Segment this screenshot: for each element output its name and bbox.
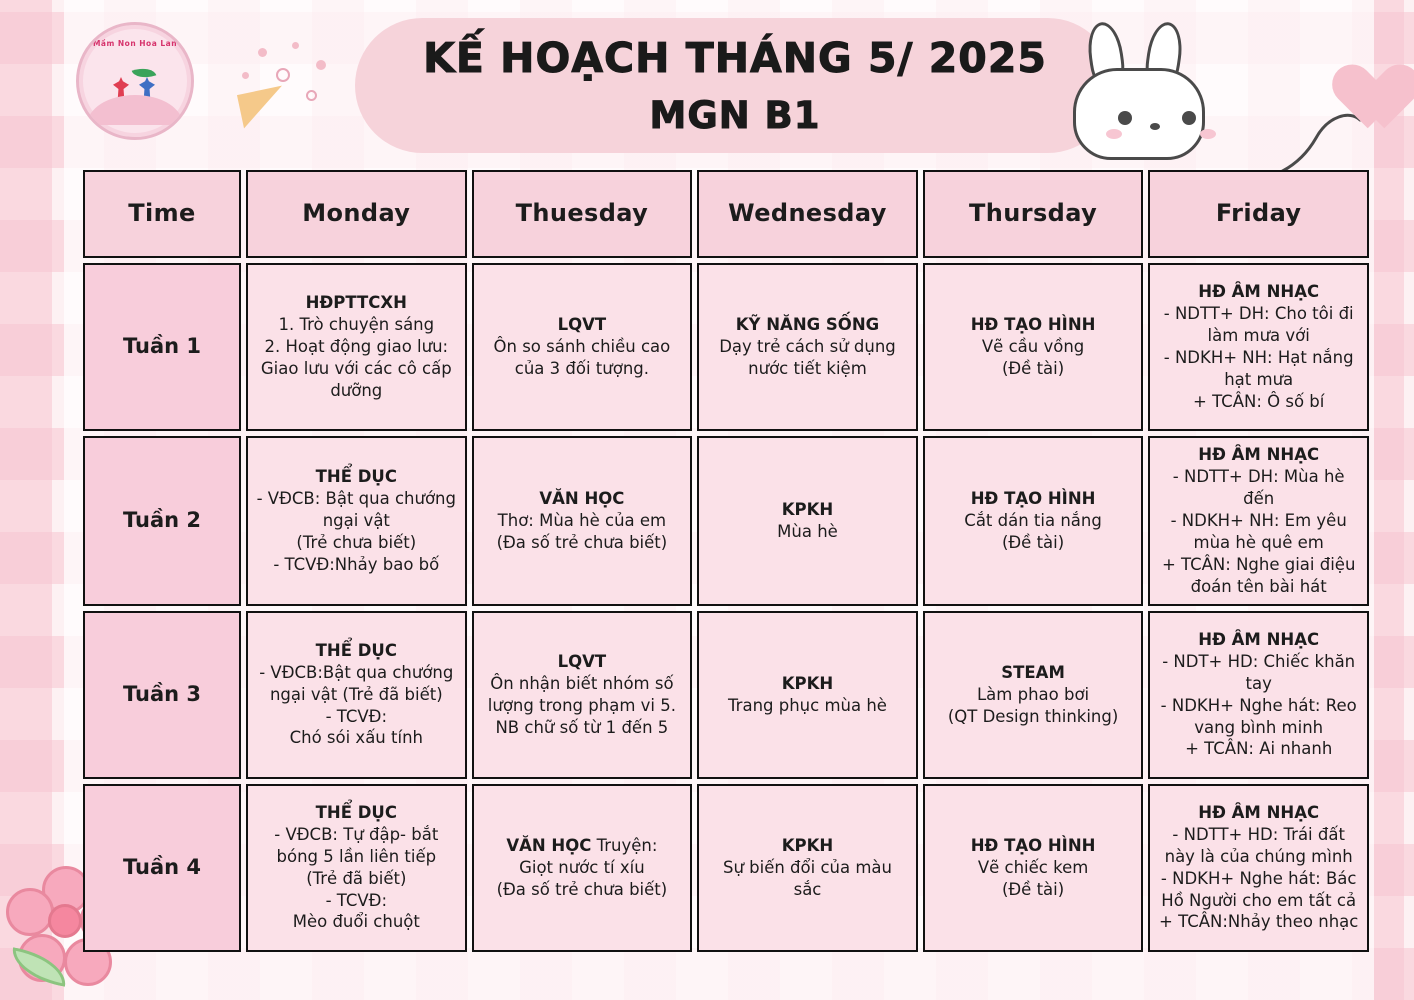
bunny-cheek-right [1200, 129, 1216, 139]
school-logo [76, 22, 194, 140]
cell-title: HĐ TẠO HÌNH [970, 315, 1096, 335]
cell-line: (Đề tài) [1001, 358, 1065, 378]
cell-line: Làm phao bơi [976, 684, 1090, 704]
confetti-dot [316, 60, 326, 70]
cell-wednesday [697, 611, 918, 779]
monthly-plan-table [78, 165, 1374, 957]
cell-friday [1148, 611, 1369, 779]
cell-line: + TCÂN: Nghe giai điệu đoán tên bài hát [1161, 554, 1356, 596]
confetti-dot [292, 42, 299, 49]
cell-line: Mùa hè [777, 521, 838, 541]
cell-line: Chó sói xấu tính [289, 728, 423, 748]
week-label: Tuần 4 [83, 784, 241, 952]
confetti-ring [306, 90, 317, 101]
cell-monday [246, 611, 467, 779]
cell-line: Vẽ cầu vồng [981, 337, 1085, 357]
schedule-table-container [78, 165, 1374, 957]
leaf-icon [132, 64, 157, 82]
cell-line: Vẽ chiếc kem [977, 857, 1089, 877]
cell-wednesday [697, 784, 918, 952]
cell-monday [246, 784, 467, 952]
week-label: Tuần 3 [83, 611, 241, 779]
cell-line: (Trẻ đã biết) [306, 868, 407, 888]
cell-line: Dạy trẻ cách sử dụng nước tiết kiệm [719, 337, 896, 378]
cell-line: Ôn nhận biết nhóm số lượng trong phạm vi 5. NB chữ số từ 1 đến 5 [487, 673, 676, 737]
cell-monday [246, 263, 467, 431]
cell-title: HĐPTTCXH [305, 293, 407, 313]
cell-thursday [923, 611, 1144, 779]
cell-title: THỂ DỤC [315, 802, 397, 822]
cell-line: - VĐCB:Bật qua chướng ngại vật (Trẻ đã biết) [259, 662, 454, 704]
cell-title: LQVT [557, 651, 607, 671]
cell-line: + TCÂN: Ai nhanh [1185, 739, 1333, 759]
cell-line: + TCÂN: Ô số bí [1193, 391, 1325, 411]
column-header-friday: Friday [1148, 170, 1369, 258]
table-body [83, 263, 1369, 952]
cell-tuesday [472, 436, 693, 606]
cell-line: (QT Design thinking) [947, 706, 1119, 726]
cell-line: - TCVĐ: [325, 706, 388, 726]
heart-icon [1318, 38, 1394, 108]
bunny-head [1073, 68, 1205, 160]
cell-line: 1. Trò chuyện sáng [278, 315, 435, 335]
confetti-dot [258, 48, 267, 57]
cell-title: THỂ DỤC [315, 640, 397, 660]
cell-line: - NDKH+ NH: Em yêu mùa hè quê em [1170, 510, 1347, 552]
cell-line: Ôn so sánh chiều cao của 3 đối tượng. [493, 337, 671, 378]
column-header-monday: Monday [246, 170, 467, 258]
cell-title: STEAM [1001, 662, 1065, 682]
cell-line: Cắt dán tia nắng [964, 510, 1102, 530]
cell-title: HĐ TẠO HÌNH [970, 835, 1096, 855]
page-title-line1: KẾ HOẠCH THÁNG 5/ 2025 [423, 34, 1047, 82]
table-row [83, 263, 1369, 431]
cell-line: - TCVĐ: [325, 890, 388, 910]
cell-tuesday [472, 784, 693, 952]
cell-title: KPKH [781, 835, 834, 855]
cell-friday [1148, 784, 1369, 952]
cell-line: - NDTT+ DH: Mùa hè đến [1172, 466, 1345, 508]
cell-line: 2. Hoạt động giao lưu: Giao lưu với các cô cấp dưỡng [260, 337, 452, 400]
week-label: Tuần 1 [83, 263, 241, 431]
cell-title: HĐ ÂM NHẠC [1198, 802, 1320, 822]
page-title [355, 24, 1115, 137]
cell-title: KỸ NĂNG SỐNG [735, 315, 880, 335]
page-title-line2: MGN B1 [649, 94, 821, 137]
cell-friday [1148, 263, 1369, 431]
cell-title: HĐ ÂM NHẠC [1198, 629, 1320, 649]
cell-thursday [923, 263, 1144, 431]
cell-title-row [482, 835, 683, 857]
cell-tuesday [472, 263, 693, 431]
flower-petal [6, 888, 54, 936]
table-row [83, 784, 1369, 952]
cell-line: (Trẻ chưa biết) [296, 532, 417, 552]
cell-line: - NDKH+ Nghe hát: Reo vang bình minh [1160, 695, 1357, 737]
cell-line: (Đa số trẻ chưa biết) [496, 532, 668, 552]
cell-line: Giọt nước tí xíu [519, 857, 645, 877]
cell-line: Thơ: Mùa hè của em [497, 510, 667, 530]
cell-title: HĐ TẠO HÌNH [970, 488, 1096, 508]
cell-line: - NDT+ HD: Chiếc khăn tay [1162, 651, 1356, 693]
bunny-icon [1055, 20, 1235, 160]
cell-title: VĂN HỌC [506, 835, 592, 855]
cell-line: Sự biến đổi của màu sắc [722, 857, 892, 899]
table-row [83, 611, 1369, 779]
cell-line: (Đề tài) [1001, 879, 1065, 899]
cell-line: - NDKH+ NH: Hạt nắng hạt mưa [1163, 348, 1354, 389]
column-header-thursday: Thursday [923, 170, 1144, 258]
cell-thursday [923, 436, 1144, 606]
cell-line: Mèo đuổi chuột [292, 912, 420, 932]
cell-title: VĂN HỌC [539, 488, 625, 508]
cell-thursday [923, 784, 1144, 952]
cell-line: - NDTT+ DH: Cho tôi đi làm mưa với [1163, 304, 1354, 346]
cell-line: Trang phục mùa hè [728, 695, 887, 715]
cell-line: - VĐCB: Tự đập- bắt bóng 5 lần liên tiếp [274, 824, 439, 866]
column-header-time: Time [83, 170, 241, 258]
week-label: Tuần 2 [83, 436, 241, 606]
cell-line: - NDKH+ Nghe hát: Bác Hồ Người cho em tất cả [1160, 868, 1357, 910]
bunny-eye-right [1182, 111, 1196, 125]
logo-ground-shape [87, 95, 183, 125]
cell-title: KPKH [781, 673, 834, 693]
column-header-wednesday: Wednesday [697, 170, 918, 258]
column-header-tuesday: Thuesday [472, 170, 693, 258]
cell-wednesday [697, 436, 918, 606]
cell-line: - TCVĐ:Nhảy bao bố [273, 554, 440, 574]
confetti-ring [276, 68, 290, 82]
school-logo-text: Mầm Non Hoa Lan [92, 39, 178, 48]
confetti-dot [242, 72, 249, 79]
cell-title-suffix: Truyện: [591, 835, 658, 855]
cell-line: - VĐCB: Bật qua chướng ngại vật [256, 488, 456, 530]
bunny-eye-left [1118, 111, 1132, 125]
flower-center [48, 904, 82, 938]
cell-friday [1148, 436, 1369, 606]
cell-line: (Đề tài) [1001, 532, 1065, 552]
cell-title: LQVT [557, 315, 607, 335]
cell-title: KPKH [781, 499, 834, 519]
table-header-row [83, 170, 1369, 258]
cell-title: THỂ DỤC [315, 466, 397, 486]
cell-title: HĐ ÂM NHẠC [1198, 445, 1320, 464]
cell-monday [246, 436, 467, 606]
cell-line: + TCÂN:Nhảy theo nhạc [1159, 912, 1359, 932]
cell-tuesday [472, 611, 693, 779]
bunny-cheek-left [1106, 129, 1122, 139]
cell-line: - NDTT+ HD: Trái đất này là của chúng mình [1164, 824, 1353, 866]
bunny-nose [1150, 123, 1160, 130]
table-row [83, 436, 1369, 606]
cell-wednesday [697, 263, 918, 431]
cell-title: HĐ ÂM NHẠC [1198, 282, 1320, 302]
cell-line: (Đa số trẻ chưa biết) [496, 879, 668, 899]
